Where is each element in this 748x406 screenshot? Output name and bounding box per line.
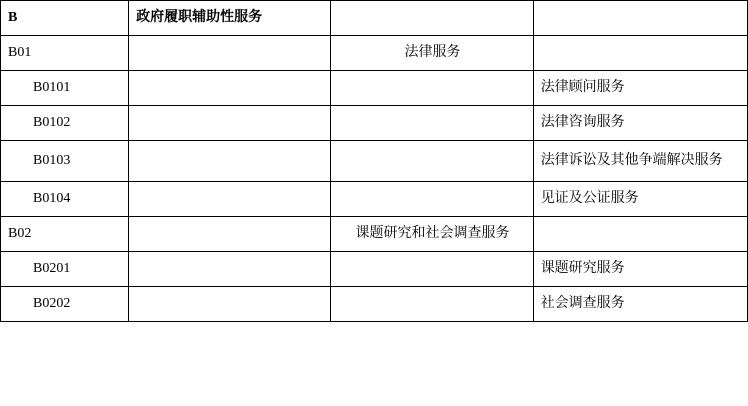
row-level2-text [331,80,532,96]
row-level3-text: 法律诉讼及其他争端解决服务 [540,152,723,168]
row-level2-cell [331,71,533,106]
row-code-text: B0102 [33,114,71,130]
row-code-text: B01 [8,44,32,60]
row-level1-text [129,115,330,131]
row-level2-text [331,115,532,131]
row-level3-text [534,226,747,242]
row-level1-text: 政府履职辅助性服务 [136,9,263,25]
row-level3-cell [533,252,747,287]
row-level3-text: 见证及公证服务 [540,190,639,206]
row-code-text: B0103 [33,152,71,168]
row-level3-cell [533,36,747,71]
row-level2-text: 课题研究和社会调查服务 [355,225,510,241]
row-level1-text [129,45,330,61]
row-code-cell [1,217,129,252]
row-code-cell [1,287,129,322]
table-row [1,141,748,182]
row-level3-cell [533,1,747,36]
table-row [1,71,748,106]
row-level2-cell [331,287,533,322]
table-row [1,287,748,322]
row-level3-cell [533,182,747,217]
row-level1-cell [129,252,331,287]
row-level2-text [331,191,532,207]
row-level1-cell [129,217,331,252]
row-code-cell [1,36,129,71]
row-level2-text [331,153,532,169]
row-code-text: B [8,9,18,25]
row-code-cell [1,182,129,217]
row-level3-cell [533,287,747,322]
row-code-text: B0202 [33,295,71,311]
row-level1-cell [129,182,331,217]
row-level2-text [331,296,532,312]
row-level2-cell [331,36,533,71]
row-level3-cell [533,71,747,106]
table-row [1,217,748,252]
row-code-text: B02 [8,225,32,241]
row-level1-cell [129,71,331,106]
row-level3-text: 课题研究服务 [540,260,625,276]
row-level3-cell [533,106,747,141]
row-level1-text [129,296,330,312]
row-level1-cell [129,106,331,141]
row-level1-text [129,80,330,96]
table-row [1,252,748,287]
row-level1-cell [129,141,331,182]
row-level2-text [331,261,532,277]
row-level1-text [129,226,330,242]
table-row [1,1,748,36]
row-code-text: B0201 [33,260,71,276]
table-row [1,182,748,217]
row-level1-cell [129,1,331,36]
row-level2-cell [331,141,533,182]
row-level2-cell [331,217,533,252]
row-level2-cell [331,182,533,217]
row-code-cell [1,1,129,36]
row-level3-text [534,45,747,61]
row-code-cell [1,141,129,182]
row-level2-text: 法律服务 [404,44,461,60]
row-code-text: B0101 [33,79,71,95]
row-code-cell [1,106,129,141]
row-level2-cell [331,1,533,36]
row-code-text: B0104 [33,190,71,206]
table-row [1,106,748,141]
row-level1-text [129,153,330,169]
row-level3-text: 法律顾问服务 [540,79,625,95]
row-code-cell [1,71,129,106]
row-level3-text: 法律咨询服务 [540,114,625,130]
row-level2-text [331,10,532,26]
row-level2-cell [331,252,533,287]
row-code-cell [1,252,129,287]
row-level1-cell [129,287,331,322]
table-row [1,36,748,71]
row-level3-cell [533,141,747,182]
row-level3-cell [533,217,747,252]
row-level1-text [129,191,330,207]
row-level1-cell [129,36,331,71]
row-level3-text: 社会调查服务 [540,295,625,311]
row-level1-text [129,261,330,277]
row-level3-text [534,10,747,26]
row-level2-cell [331,106,533,141]
table-body [1,1,748,322]
